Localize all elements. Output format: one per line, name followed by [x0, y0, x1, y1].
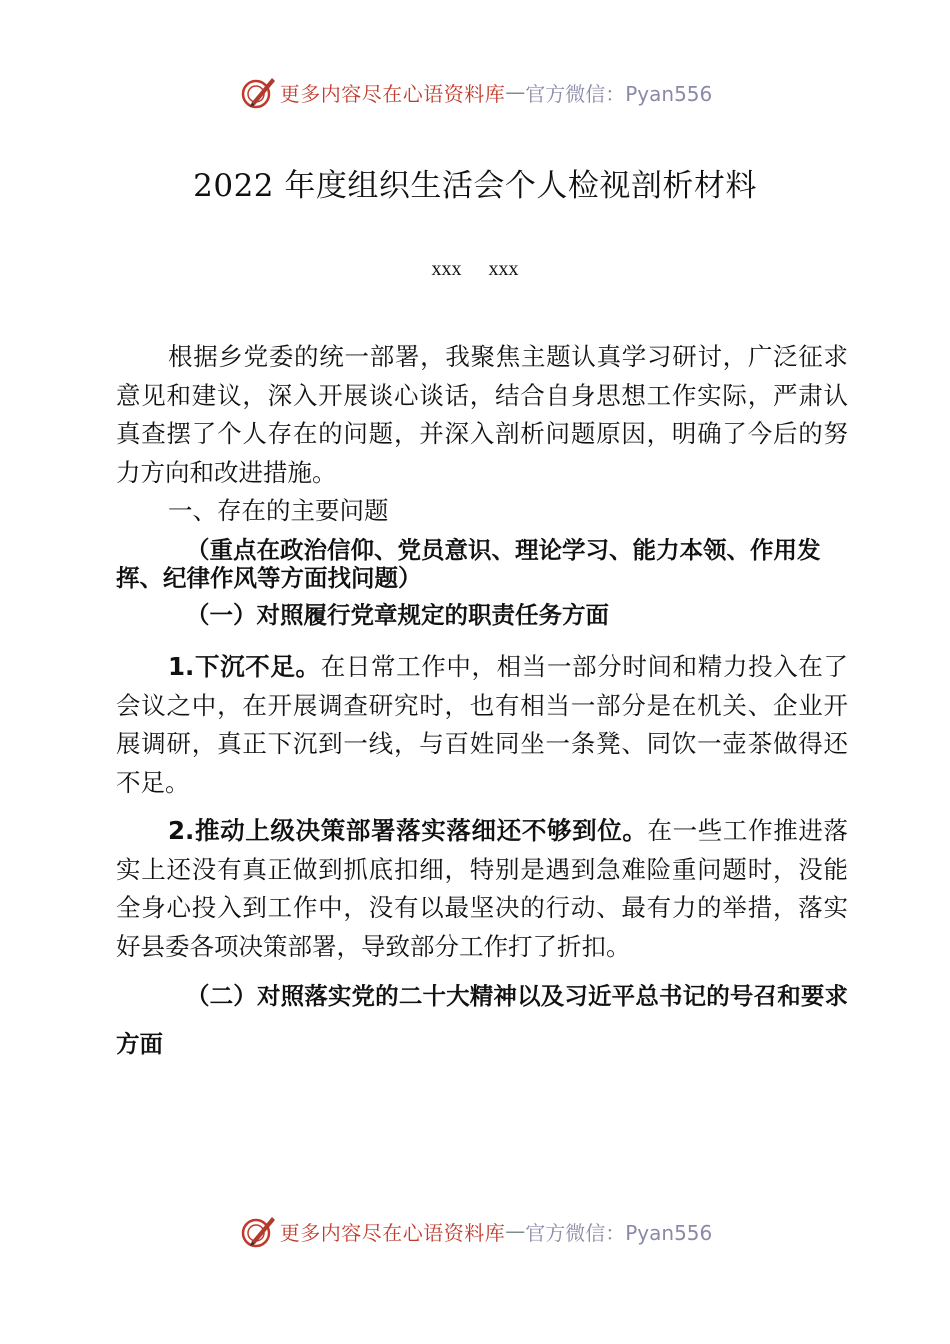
pen-logo-icon — [238, 72, 278, 112]
subsection-2-heading: （二）对照落实党的二十大精神以及习近平总书记的号召和要求方面 — [116, 982, 848, 1058]
subsection-1-heading: （一）对照履行党章规定的职责任务方面 — [186, 601, 609, 629]
banner-wechat-label: 官方微信： — [525, 1220, 626, 1245]
banner-wechat-code: Pyan556 — [625, 81, 713, 106]
intro-paragraph: 根据乡党委的统一部署，我聚焦主题认真学习研讨，广泛征求意见和建议，深入开展谈心谈话，结合自身思想工作实际，严肃认真查摆了个人存在的问题，并深入剖析问题原因，明确了今后的努力方向和改进措施。 — [116, 342, 848, 487]
section-1-note: （重点在政治信仰、党员意识、理论学习、能力本领、作用发挥、纪律作风等方面找问题） — [116, 536, 821, 592]
banner-left-text: 更多内容尽在心语资料库 — [279, 81, 506, 106]
banner-wechat-code: Pyan556 — [625, 1220, 713, 1245]
section-1-heading: 一、存在的主要问题 — [168, 496, 389, 525]
banner-right-text — [525, 78, 712, 107]
banner-dash: — — [505, 80, 526, 104]
header-banner — [0, 70, 950, 114]
pen-logo-icon — [238, 1211, 278, 1251]
banner-dash: — — [505, 1219, 526, 1243]
banner-right-text — [525, 1217, 712, 1246]
item-1-lead: 1.下沉不足。 — [168, 652, 321, 681]
item-2-paragraph — [116, 812, 848, 966]
document-body — [116, 338, 848, 1068]
item-1-text: 在日常工作中，相当一部分时间和精力投入在了会议之中，在开展调查研究时，也有相当一部分是在机关、企业开展调研，真正下沉到一线，与百姓同坐一条凳、同饮一壶茶做得还不足。 — [116, 652, 849, 797]
banner-wechat-label: 官方微信： — [525, 81, 626, 106]
document-title: 2022 年度组织生活会个人检视剖析材料 — [193, 168, 757, 204]
footer-banner — [0, 1209, 950, 1253]
item-1-paragraph — [116, 648, 848, 802]
document-author: xxx xxx — [431, 258, 519, 280]
banner-left-text: 更多内容尽在心语资料库 — [279, 1220, 506, 1245]
item-2-lead: 2.推动上级决策部署落实落细还不够到位。 — [168, 816, 648, 845]
item-2-text: 在一些工作推进落实上还没有真正做到抓底扣细，特别是遇到急难险重问题时，没能全身心投入到工作中，没有以最坚决的行动、最有力的举措，落实好县委各项决策部署，导致部分工作打了折扣。 — [116, 816, 848, 961]
